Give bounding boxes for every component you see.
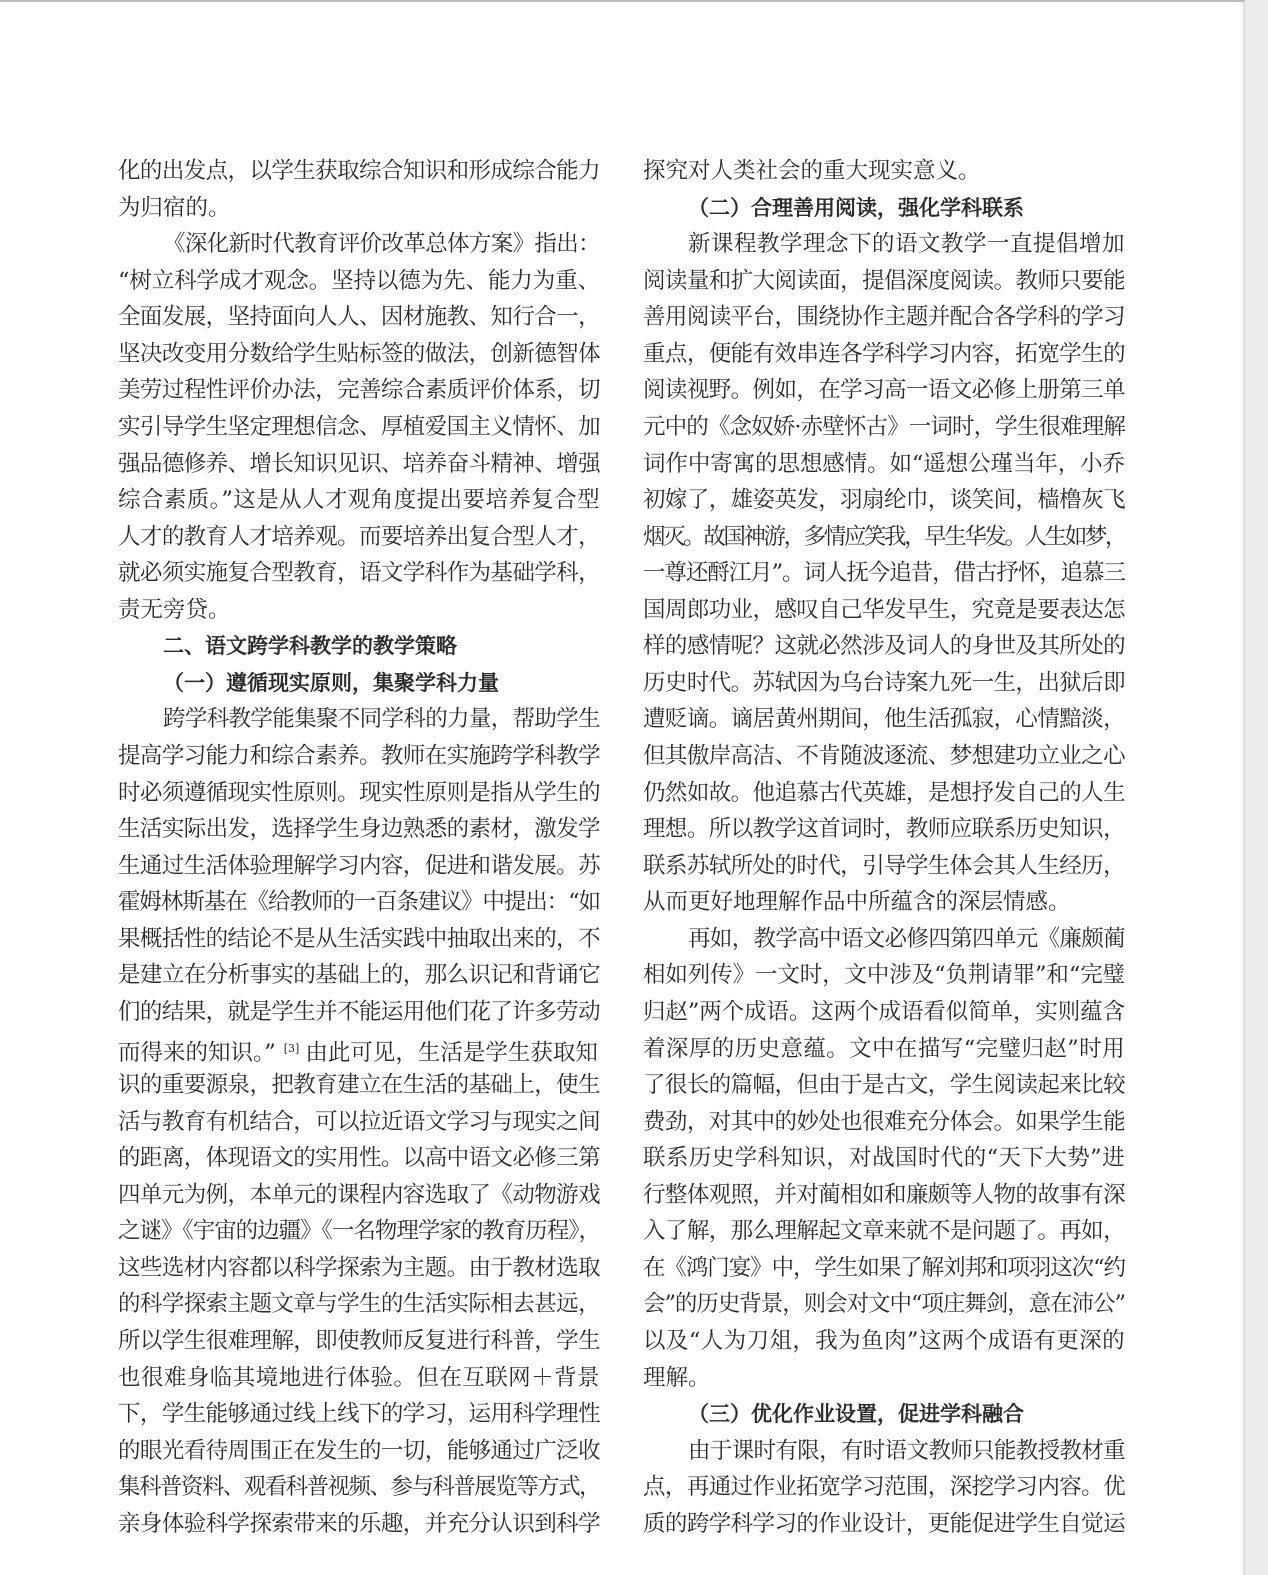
line-text: 词作中寄寓的思想感情。如“遥想公瑾当年，小乔 [643, 450, 1125, 477]
text-line [118, 811, 600, 848]
line-text: 活与教育有机结合，可以拉近语文学习与现实之间 [118, 1108, 600, 1135]
line-text: 也很难身临其境地进行体验。但在互联网＋背景 [118, 1364, 600, 1391]
line-text: 化的出发点，以学生获取综合知识和形成综合能力 [118, 158, 600, 184]
line-text: 由于课时有限，有时语文教师只能教授教材重 [688, 1437, 1125, 1464]
line-text: 这些选材内容都以科学探索为主题。由于教材选取 [118, 1254, 600, 1281]
line-text: 理解。 [643, 1364, 711, 1391]
text-line [643, 1104, 1125, 1141]
line-text: 新课程教学理念下的语文教学一直提倡增加 [688, 231, 1125, 258]
text-line [118, 848, 600, 885]
text-line [643, 299, 1125, 336]
line-text: 阅读视野。例如，在学习高一语文必修上册第三单 [643, 377, 1125, 404]
text-line [118, 1469, 600, 1506]
line-text: 的科学探索主题文章与学生的生活实际相去甚远， [118, 1291, 600, 1318]
line-text: 再如，教学高中语文必修四第四单元《廉颇蔺 [688, 925, 1125, 952]
line-text: 了很长的篇幅，但由于是古文，学生阅读起来比较 [643, 1072, 1125, 1099]
text-segment: 由此可见，生活是学生获取知 [305, 1039, 598, 1066]
line-text: 综合素质。”这是从人才观角度提出要培养复合型 [118, 487, 600, 514]
text-line [643, 555, 1125, 592]
line-text: 们的结果，就是学生并不能运用他们花了许多劳动 [118, 998, 600, 1025]
line-text: 理想。所以教学这首词时，教师应联系历史知识， [643, 816, 1125, 843]
text-line [118, 299, 600, 336]
text-line [118, 921, 600, 958]
line-text: （一）遵循现实原则，集聚学科力量 [163, 670, 499, 695]
text-line [118, 1031, 600, 1068]
line-text: 初嫁了，雄姿英发，羽扇纶巾，谈笑间，樯橹灰飞 [643, 487, 1125, 514]
text-line [118, 1140, 600, 1177]
text-line [643, 409, 1125, 446]
line-text: 点，再通过作业拓宽学习范围，深挖学习内容。优 [643, 1474, 1125, 1501]
line-text: 责无旁贷。 [118, 596, 231, 623]
text-line [643, 775, 1125, 812]
text-line [643, 994, 1125, 1031]
line-text: 《深化新时代教育评价改革总体方案》指出： [163, 231, 600, 258]
text-line [118, 263, 600, 300]
text-line [643, 1323, 1125, 1360]
line-text: 二、语文跨学科教学的教学策略 [163, 634, 457, 659]
text-line [118, 336, 600, 373]
line-text: 联系历史学科知识，对战国时代的“天下大势”进 [643, 1145, 1125, 1172]
text-line [643, 226, 1125, 263]
text-line [118, 482, 600, 519]
section-heading [643, 190, 1125, 227]
line-text: 之谜》《宇宙的边疆》《一名物理学家的教育历程》， [118, 1218, 600, 1245]
text-line [643, 592, 1125, 629]
section-heading [118, 665, 600, 702]
line-text: 样的感情呢？这就必然涉及词人的身世及其所处的 [643, 633, 1125, 660]
text-line [118, 1104, 600, 1141]
text-line [643, 665, 1125, 702]
section-heading [118, 628, 600, 665]
section-heading [643, 1396, 1125, 1433]
text-line [643, 957, 1125, 994]
text-line [118, 884, 600, 921]
line-text: 元中的《念奴娇·赤壁怀古》一词时，学生很难理解 [643, 413, 1126, 440]
line-text: 入了解，那么理解起文章来就不是问题了。再如， [643, 1218, 1125, 1245]
text-line [643, 446, 1125, 483]
line-text: 所以学生很难理解，即使教师反复进行科普，学生 [118, 1328, 600, 1354]
text-line [643, 519, 1125, 556]
line-text: 四单元为例，本单元的课程内容选取了《动物游戏 [118, 1181, 600, 1208]
line-text: 一尊还酹江月”。词人抚今追昔，借古抒怀，追慕三 [643, 560, 1125, 587]
line-text: 善用阅读平台，围绕协作主题并配合各学科的学习 [643, 304, 1125, 331]
text-line [643, 263, 1125, 300]
text-line [118, 592, 600, 629]
line-text: 霍姆林斯基在《给教师的一百条建议》中提出：“如 [118, 889, 600, 916]
line-text: 重点，便能有效串连各学科学习内容，拓宽学生的 [643, 340, 1125, 367]
line-text: 国周郎功业，感叹自己华发早生，究竟是要表达怎 [643, 596, 1125, 623]
text-line [118, 1433, 600, 1470]
text-line [118, 1067, 600, 1104]
line-text: 时必须遵循现实性原则。现实性原则是指从学生的 [118, 779, 600, 806]
line-text: 果概括性的结论不是从生活实践中抽取出来的，不 [118, 925, 600, 952]
line-text: 质的跨学科学习的作业设计，更能促进学生自觉运 [643, 1510, 1125, 1537]
line-text: 行整体观照，并对蔺相如和廉颇等人物的故事有深 [643, 1181, 1125, 1208]
line-text: 联系苏轼所处的时代，引导学生体会其人生经历， [643, 852, 1125, 879]
text-line [118, 555, 600, 592]
text-line [118, 519, 600, 556]
text-line [643, 884, 1125, 921]
line-text: 阅读量和扩大阅读面，提倡深度阅读。教师只要能 [643, 267, 1125, 294]
text-line [643, 848, 1125, 885]
line-text: 以及“人为刀俎，我为鱼肉”这两个成语有更深的 [643, 1328, 1125, 1354]
line-text: 强品德修养、增长知识见识、培养奋斗精神、增强 [118, 450, 600, 477]
text-line [643, 153, 1125, 190]
line-text: 人才的教育人才培养观。而要培养出复合型人才， [118, 523, 600, 550]
text-line [118, 957, 600, 994]
text-line [643, 811, 1125, 848]
text-line [643, 1286, 1125, 1323]
line-text: 烟灭。故国神游，多情应笑我，早生华发。人生如梦， [643, 523, 1125, 550]
line-text: 历史时代。苏轼因为乌台诗案九死一生，出狱后即 [643, 669, 1125, 696]
line-text: 坚决改变用分数给学生贴标签的做法，创新德智体 [118, 340, 600, 367]
text-line [118, 1286, 600, 1323]
text-line [643, 482, 1125, 519]
text-line [118, 409, 600, 446]
text-line [643, 1177, 1125, 1214]
text-segment: 而得来的知识。” [118, 1039, 276, 1066]
line-text: 的距离，体现语文的实用性。以高中语文必修三第 [118, 1145, 600, 1172]
text-line [643, 1067, 1125, 1104]
text-line [118, 775, 600, 812]
text-line [643, 921, 1125, 958]
line-text: 跨学科教学能集聚不同学科的力量，帮助学生 [163, 706, 600, 733]
text-line [643, 1140, 1125, 1177]
line-text: 的眼光看待周围正在发生的一切，能够通过广泛收 [118, 1437, 600, 1464]
text-line [643, 1250, 1125, 1287]
text-line [118, 1360, 600, 1397]
line-text: 生活实际出发，选择学生身边熟悉的素材，激发学 [118, 816, 600, 843]
text-line [118, 1177, 600, 1214]
line-text: “树立科学成才观念。坚持以德为先、能力为重、 [118, 267, 600, 294]
text-line [643, 1360, 1125, 1397]
line-text: 在《鸿门宴》中，学生如果了解刘邦和项羽这次“约 [643, 1254, 1125, 1281]
line-text: 会”的历史背景，则会对文中“项庄舞剑，意在沛公” [643, 1291, 1126, 1318]
text-line [118, 190, 600, 227]
text-line [643, 1213, 1125, 1250]
text-line [643, 1031, 1125, 1068]
text-line [118, 1506, 600, 1543]
line-text: （二）合理善用阅读，强化学科联系 [688, 195, 1024, 220]
line-text: 归赵”两个成语。这两个成语看似简单，实则蕴含 [643, 998, 1125, 1025]
text-line [118, 446, 600, 483]
line-text: 仍然如故。他追慕古代英雄，是想抒发自己的人生 [643, 779, 1125, 806]
left-column [118, 153, 600, 1542]
text-line [643, 1433, 1125, 1470]
line-text: 提高学习能力和综合素养。教师在实施跨学科教学 [118, 743, 600, 769]
text-line [118, 994, 600, 1031]
text-line [118, 1250, 600, 1287]
text-line [118, 738, 600, 775]
line-text: 识的重要源泉，把教育建立在生活的基础上，使生 [118, 1072, 600, 1099]
line-text: 为归宿的。 [118, 194, 231, 221]
text-line [643, 701, 1125, 738]
line-text: 全面发展，坚持面向人人、因材施教、知行合一， [118, 304, 600, 331]
citation-marker: [3] [283, 1041, 300, 1055]
line-text: 生通过生活体验理解学习内容，促进和谐发展。苏 [118, 852, 600, 879]
text-line [118, 1213, 600, 1250]
text-line [643, 738, 1125, 775]
line-text: （三）优化作业设置，促进学科融合 [688, 1402, 1024, 1427]
line-text: 美劳过程性评价办法，完善综合素质评价体系，切 [118, 377, 600, 404]
line-text: 是建立在分析事实的基础上的，那么识记和背诵它 [118, 962, 600, 989]
line-text: 实引导学生坚定理想信念、厚植爱国主义情怀、加 [118, 413, 600, 440]
line-text: 着深厚的历史意蕴。文中在描写“完璧归赵”时用 [643, 1035, 1125, 1062]
text-line [643, 372, 1125, 409]
line-text: 集科普资料、观看科普视频、参与科普展览等方式， [118, 1474, 600, 1501]
text-line [643, 336, 1125, 373]
line-text: 亲身体验科学探索带来的乐趣，并充分认识到科学 [118, 1510, 600, 1537]
right-column [643, 153, 1125, 1542]
text-line [118, 1396, 600, 1433]
text-line [118, 226, 600, 263]
line-text: 下，学生能够通过线上线下的学习，运用科学理性 [118, 1401, 600, 1428]
line-text: 就必须实施复合型教育，语文学科作为基础学科， [118, 560, 600, 587]
line-text [118, 1031, 598, 1072]
line-text: 探究对人类社会的重大现实意义。 [643, 158, 981, 184]
line-text: 相如列传》一文时，文中涉及“负荆请罪”和“完璧 [643, 962, 1126, 989]
text-line [643, 1506, 1125, 1543]
line-text: 费劲，对其中的妙处也很难充分体会。如果学生能 [643, 1108, 1125, 1135]
page-top-border [0, 0, 1244, 2]
scrollbar[interactable] [1244, 0, 1268, 1575]
line-text: 但其傲岸高洁、不肯随波逐流、梦想建功立业之心 [643, 743, 1125, 769]
text-line [643, 628, 1125, 665]
text-line [118, 701, 600, 738]
line-text: 遭贬谪。谪居黄州期间，他生活孤寂，心情黯淡， [643, 706, 1125, 733]
text-line [643, 1469, 1125, 1506]
line-text: 从而更好地理解作品中所蕴含的深层情感。 [643, 889, 1071, 916]
text-line [118, 372, 600, 409]
text-line [118, 1323, 600, 1360]
text-line [118, 153, 600, 190]
